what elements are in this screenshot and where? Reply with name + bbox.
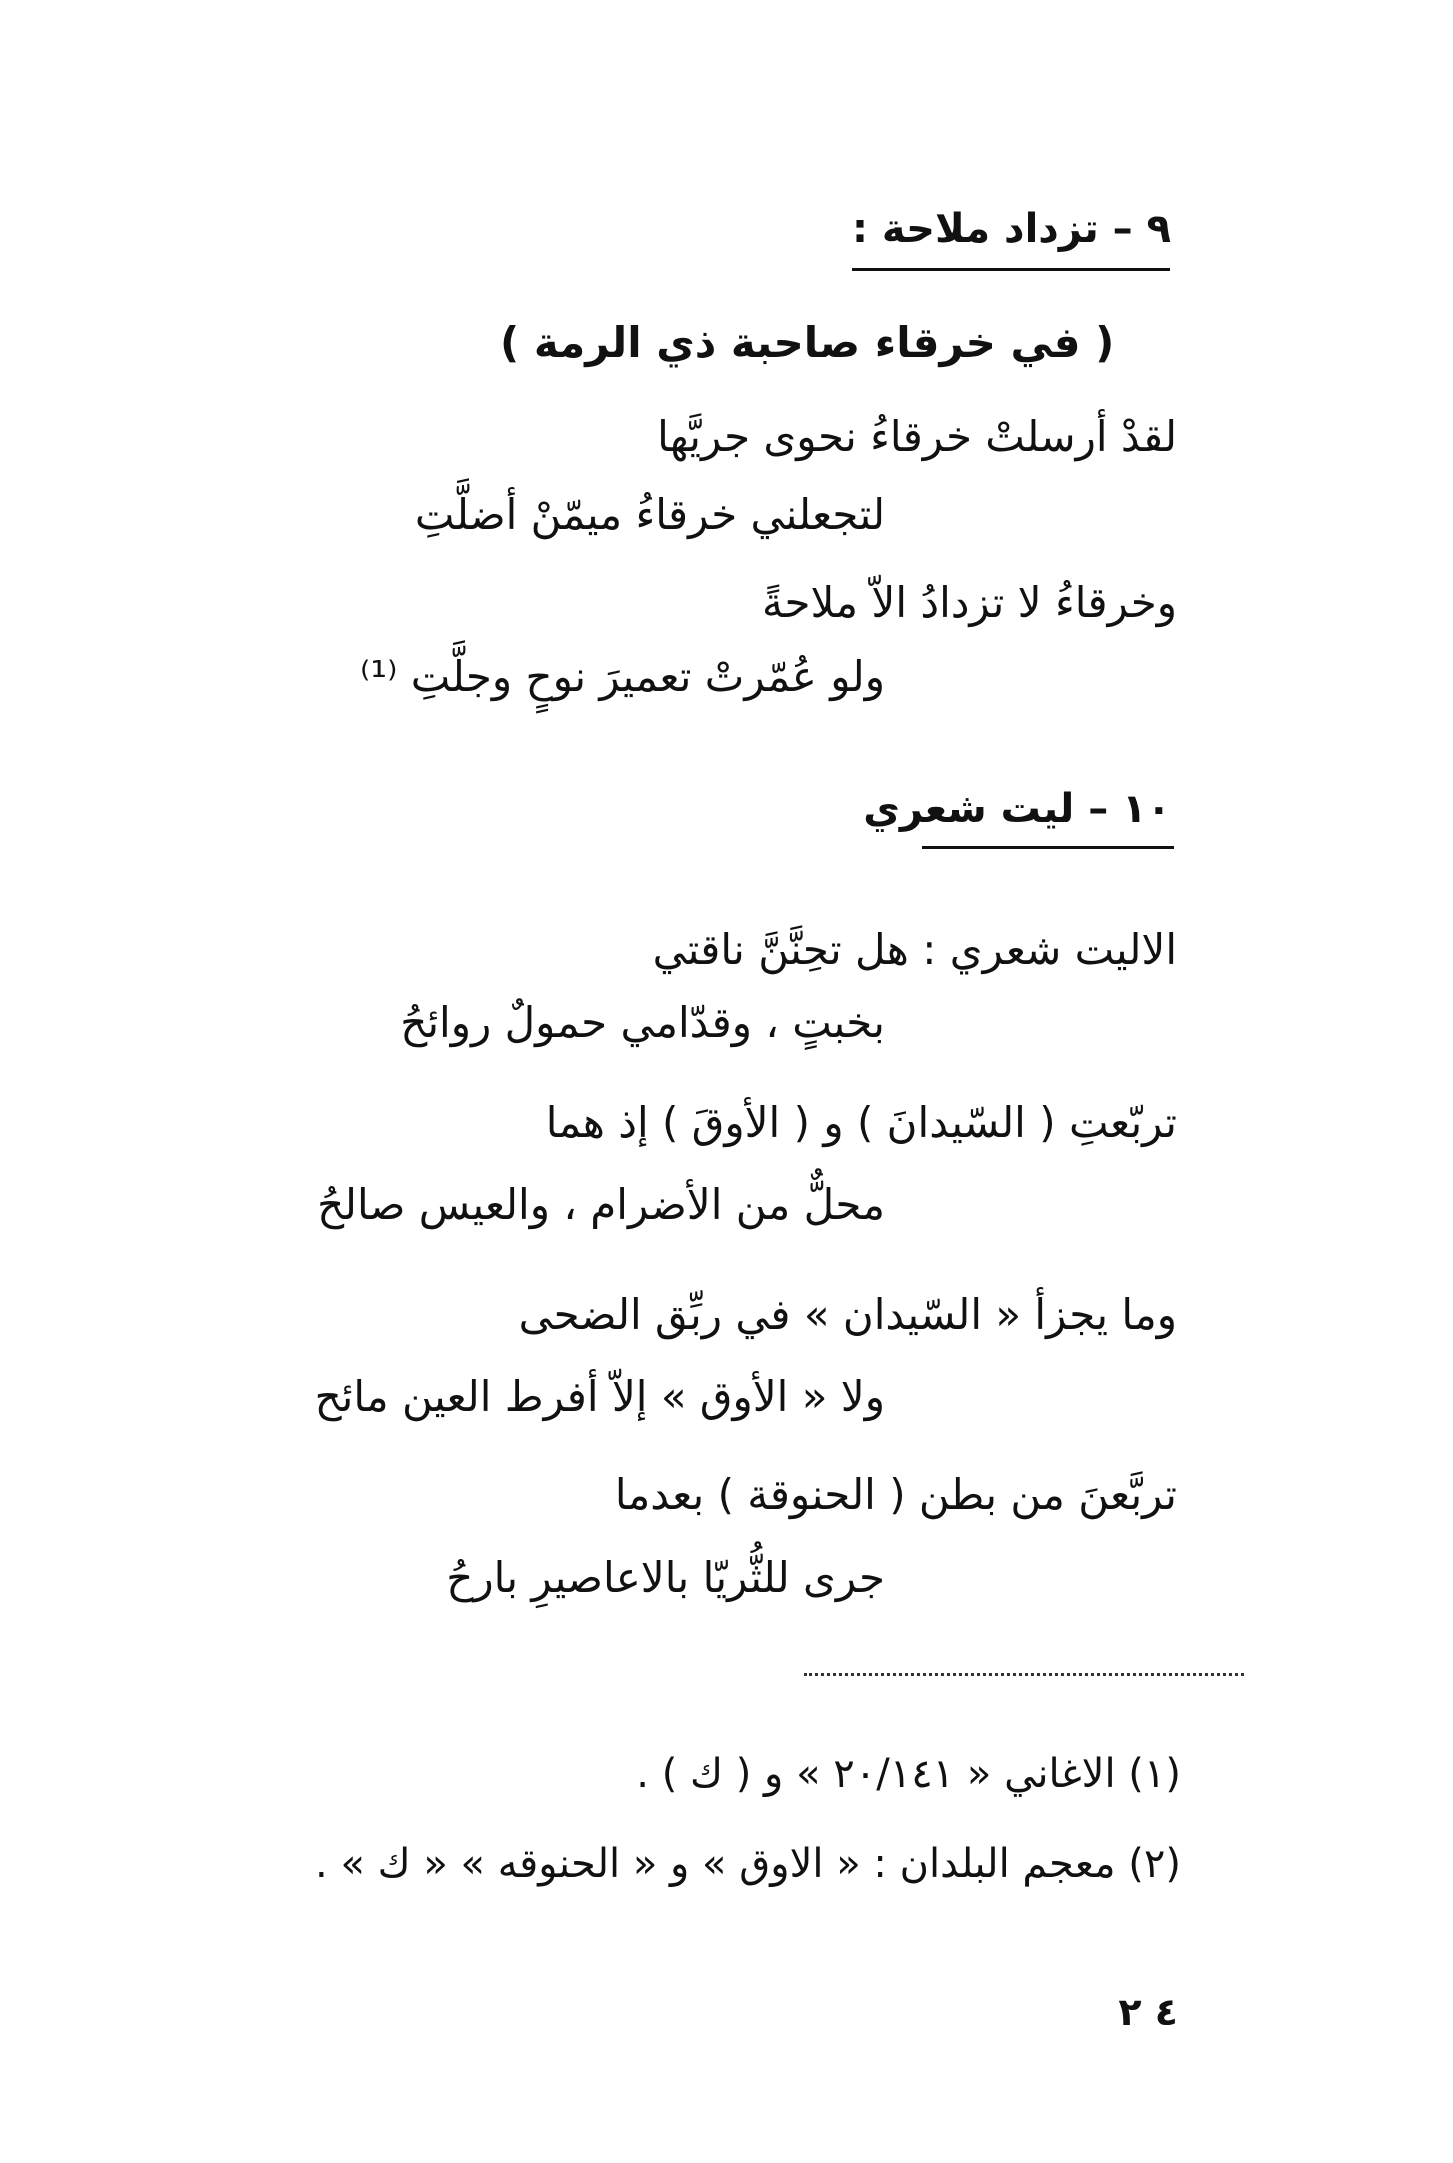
page-number: ٤ ٢ — [1118, 1990, 1178, 2034]
verse-line: ولا « الأوق » إلاّ أفرط العين مائح — [314, 1372, 885, 1421]
footnote: (١) الاغاني « ٢٠/١٤١ » و ( ك ) . — [636, 1751, 1181, 1797]
verse-line: وما يجزأ « السّيدان » في ربِّق الضحى — [518, 1290, 1177, 1339]
section-9-subtitle: ( في خرقاء صاحبة ذي الرمة ) — [500, 318, 1115, 367]
verse-line: الاليت شعري : هل تحِنَّنَّ ناقتي — [652, 925, 1177, 974]
verse-line: بخبتٍ ، وقدّامي حمولٌ روائحُ — [400, 998, 885, 1047]
verse-line: محلٌّ من الأضرام ، والعيس صالحُ — [317, 1180, 885, 1229]
footnote-separator — [804, 1673, 1244, 1676]
verse-line: تربَّعنَ من بطن ( الحنوقة ) بعدما — [614, 1470, 1177, 1519]
section-9-heading-underline — [852, 268, 1170, 271]
verse-line: لتجعلني خرقاءُ ميمّنْ أضلَّتِ — [414, 490, 885, 539]
verse-line: جرى للثُّريّا بالاعاصيرِ بارحُ — [446, 1553, 885, 1602]
verse-line: تربّعتِ ( السّيدانَ ) و ( الأوقَ ) إذ هما — [545, 1098, 1177, 1147]
section-10-heading: ١٠ – ليت شعري — [863, 786, 1171, 832]
section-9-heading: ٩ – تزداد ملاحة : — [851, 206, 1171, 252]
footnote: (٢) معجم البلدان : « الاوق » و « الحنوقه » « ك » . — [315, 1841, 1181, 1887]
verse-line: وخرقاءُ لا تزدادُ الاّ ملاحةً — [762, 578, 1177, 627]
verse-line: لقدْ أرسلتْ خرقاءُ نحوى جريَّها — [657, 412, 1177, 461]
verse-line: ولو عُمّرتْ تعميرَ نوحٍ وجلَّتِ ⁽¹⁾ — [359, 652, 885, 701]
section-10-heading-underline — [922, 846, 1174, 849]
